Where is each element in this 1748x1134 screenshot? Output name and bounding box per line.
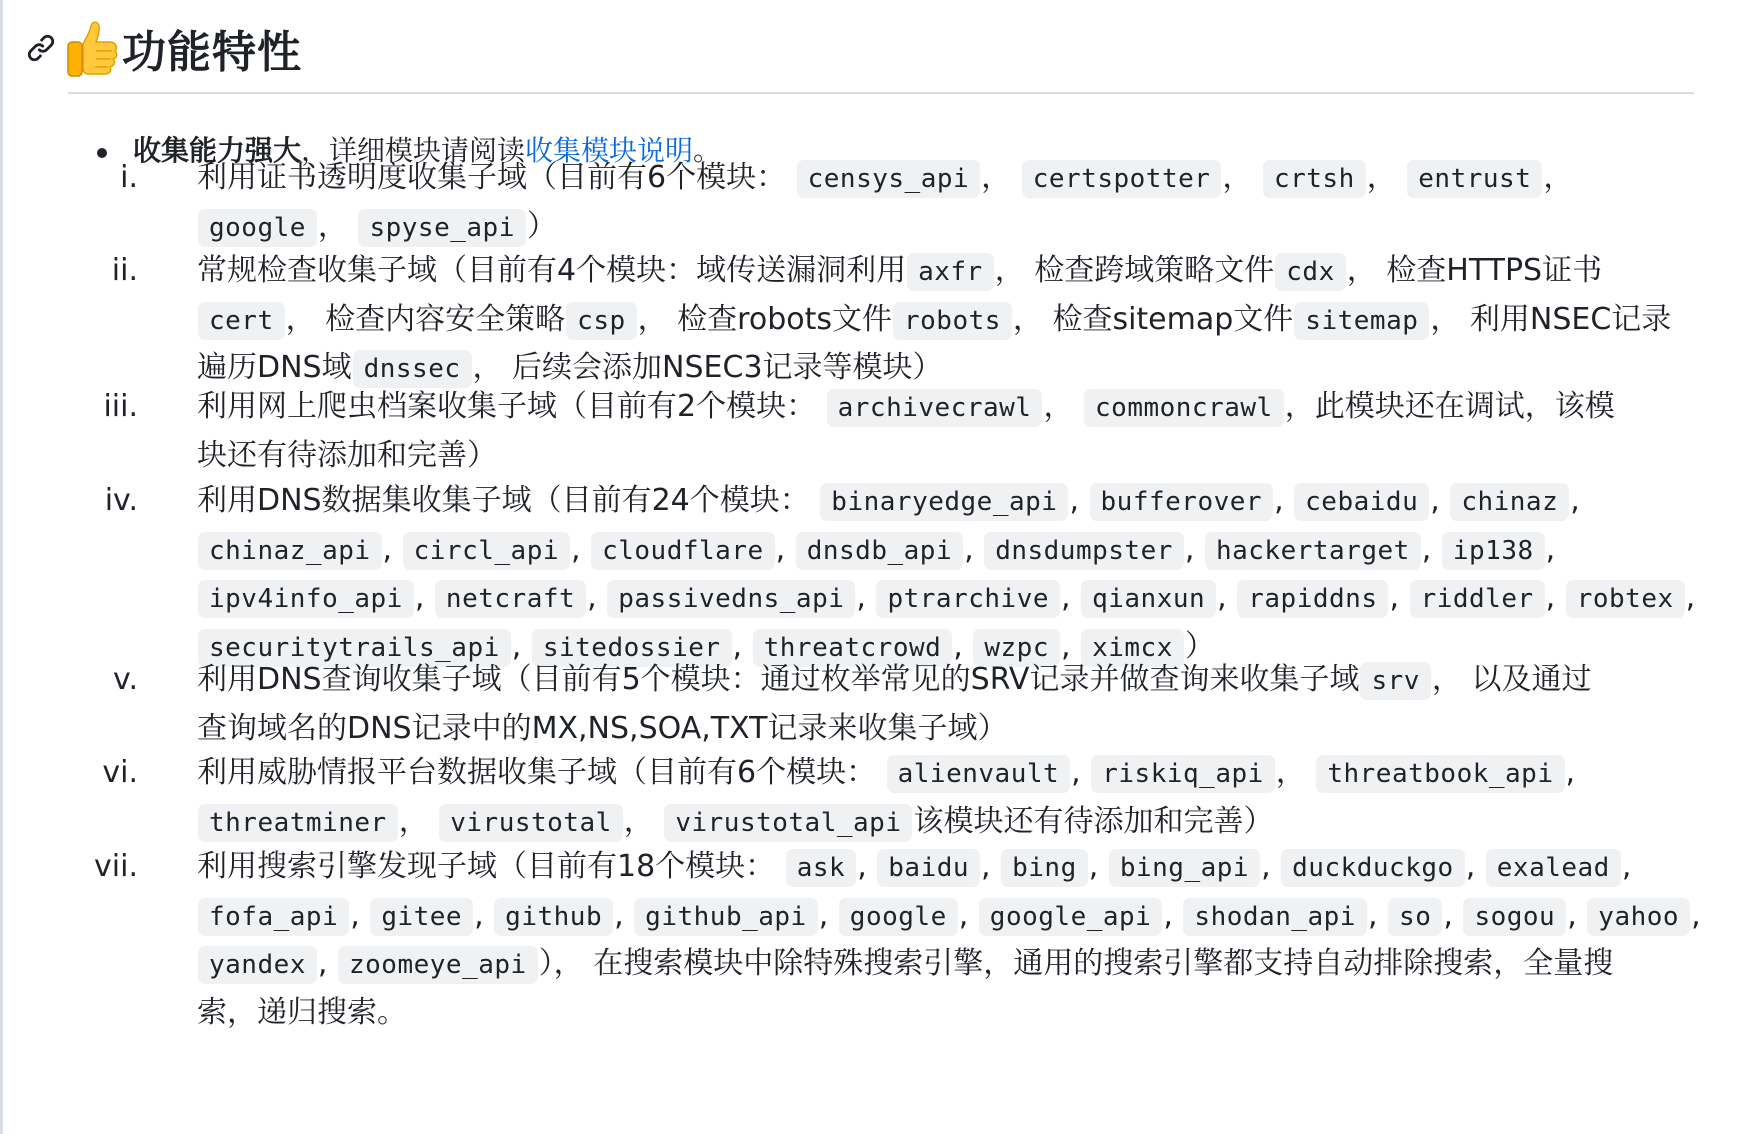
item-body xyxy=(197,843,1712,1037)
module-name-code: passivedns_api xyxy=(607,580,855,618)
item-line xyxy=(197,154,1712,203)
module-name-code: srv xyxy=(1360,662,1430,700)
item-line xyxy=(197,296,1712,345)
item-text: , xyxy=(1367,897,1388,933)
item-number: i. xyxy=(120,160,138,195)
item-line xyxy=(197,989,1712,1038)
module-name-code: cdx xyxy=(1275,253,1345,291)
item-text: ， xyxy=(398,803,439,839)
module-name-code: dnsdb_api xyxy=(796,532,963,570)
module-name-code: ximcx xyxy=(1081,629,1184,667)
item-text: , xyxy=(382,531,402,567)
item-text: 利用搜索引擎发现子域（目前有18个模块： xyxy=(197,849,785,884)
module-name-code: github_api xyxy=(634,898,818,936)
anchor-link-icon[interactable] xyxy=(26,33,56,63)
item-number: iv. xyxy=(104,483,138,518)
item-text: , xyxy=(1421,531,1441,567)
item-text: , xyxy=(818,897,838,933)
module-name-code: exalead xyxy=(1486,849,1621,887)
item-text: , xyxy=(856,580,876,615)
module-name-code: virustotal xyxy=(439,804,623,842)
module-name-code: sitemap xyxy=(1294,302,1429,340)
item-text: ， xyxy=(623,803,664,839)
module-name-code: sitedossier xyxy=(532,629,732,667)
item-body xyxy=(197,154,1712,251)
module-name-code: threatcrowd xyxy=(753,629,953,667)
module-name-code: archivecrawl xyxy=(827,389,1043,427)
module-name-code: so xyxy=(1388,898,1442,936)
item-line xyxy=(197,705,1712,754)
module-name-code: csp xyxy=(566,302,636,340)
item-text: 利用网上爬虫档案收集子域（目前有2个模块： xyxy=(197,389,826,424)
module-name-code: yandex xyxy=(198,946,317,984)
item-text: ）， 在搜索模块中除特殊搜索引擎，通用的搜索引擎都支持自动排除搜索，全量搜 xyxy=(538,946,1614,981)
item-body xyxy=(197,656,1712,753)
item-text: , xyxy=(317,946,337,981)
item-text: ， xyxy=(1543,160,1574,195)
item-line xyxy=(197,798,1712,847)
module-name-code: yahoo xyxy=(1587,898,1690,936)
item-text: , xyxy=(1069,483,1089,518)
module-name-code: axfr xyxy=(907,253,994,291)
module-name-code: fofa_api xyxy=(198,898,349,936)
module-name-code: duckduckgo xyxy=(1281,849,1465,887)
item-text: ， xyxy=(1043,389,1084,424)
module-name-code: circl_api xyxy=(403,532,570,570)
item-line xyxy=(197,247,1712,296)
module-name-code: crtsh xyxy=(1263,160,1366,198)
module-name-code: commoncrawl xyxy=(1084,389,1284,427)
item-text: , xyxy=(1163,897,1183,933)
item-text: ， xyxy=(1366,160,1407,195)
item-number: iii. xyxy=(103,389,138,424)
module-name-code: securitytrails_api xyxy=(198,629,511,667)
item-text: , xyxy=(614,897,634,933)
item-text: , xyxy=(350,897,370,933)
module-name-code: ip138 xyxy=(1442,532,1545,570)
module-name-code: ipv4info_api xyxy=(198,580,414,618)
item-text: , xyxy=(732,628,752,664)
item-text: 利用DNS查询收集子域（目前有5个模块：通过枚举常见的SRV记录并做查询来收集子域 xyxy=(197,662,1360,697)
module-name-code: zoomeye_api xyxy=(338,946,538,984)
item-text: 索，递归搜索。 xyxy=(197,994,407,1030)
module-name-code: cloudflare xyxy=(591,532,775,570)
item-line xyxy=(197,892,1712,941)
item-text: , xyxy=(1545,531,1556,567)
item-line xyxy=(197,477,1712,526)
item-text: , xyxy=(1621,849,1632,884)
item-text: ， xyxy=(317,208,358,244)
item-text: 遍历DNS域 xyxy=(197,350,352,385)
item-text: , xyxy=(953,628,973,664)
item-text: , xyxy=(958,897,978,933)
item-text: ， 后续会添加NSEC3记录等模块） xyxy=(472,350,943,385)
thumbs-up-emoji-icon xyxy=(62,18,120,78)
bullet-end: 。 xyxy=(693,134,722,167)
left-border xyxy=(0,0,3,1134)
item-text: ， 检查sitemap文件 xyxy=(1012,301,1294,337)
bullet-bold-text: 收集能力强大 xyxy=(133,134,302,167)
item-line xyxy=(197,843,1712,892)
module-name-code: gitee xyxy=(370,898,473,936)
module-name-code: google xyxy=(198,209,317,247)
item-text: , xyxy=(474,897,494,933)
item-text: ， 检查HTTPS证书 xyxy=(1346,253,1603,288)
module-name-code: ask xyxy=(786,849,856,887)
item-line xyxy=(197,432,1712,481)
item-text: , xyxy=(511,628,531,664)
item-text: , xyxy=(1685,580,1696,615)
module-name-code: cebaidu xyxy=(1294,483,1429,521)
item-line xyxy=(197,656,1712,705)
module-name-code: chinaz_api xyxy=(198,532,382,570)
heading-title: 功能特性 xyxy=(122,27,302,78)
item-text: , xyxy=(964,531,984,567)
bullet-dot xyxy=(97,148,107,158)
item-text: , xyxy=(414,580,434,615)
item-text: 利用DNS数据集收集子域（目前有24个模块： xyxy=(197,483,820,518)
item-body xyxy=(197,247,1712,393)
item-line xyxy=(197,383,1712,432)
item-text: ， 利用NSEC记录 xyxy=(1430,301,1672,337)
item-text: ， 检查robots文件 xyxy=(637,301,892,337)
item-body xyxy=(197,477,1712,671)
module-name-code: wzpc xyxy=(973,629,1060,667)
module-name-code: shodan_api xyxy=(1183,898,1367,936)
module-name-code: chinaz xyxy=(1450,483,1569,521)
item-body xyxy=(197,383,1712,480)
item-line xyxy=(197,574,1712,623)
module-name-code: censys_api xyxy=(797,160,981,198)
item-text: , xyxy=(1088,849,1108,884)
item-text: ， 以及通过 xyxy=(1431,662,1592,697)
module-name-code: threatbook_api xyxy=(1316,755,1564,793)
item-number: vii. xyxy=(94,849,138,884)
module-name-code: riddler xyxy=(1410,580,1545,618)
module-name-code: riskiq_api xyxy=(1091,755,1275,793)
item-text: ，此模块还在调试，该模 xyxy=(1284,389,1615,424)
item-body xyxy=(197,749,1712,846)
item-number: ii. xyxy=(111,253,138,288)
item-text: , xyxy=(775,531,795,567)
item-text: ） xyxy=(526,208,557,244)
module-name-code: virustotal_api xyxy=(664,804,912,842)
item-text: , xyxy=(1071,755,1091,790)
item-text: ， xyxy=(1275,755,1316,790)
item-text: , xyxy=(1570,483,1580,518)
item-text: 块还有待添加和完善） xyxy=(197,437,497,473)
module-name-code: threatminer xyxy=(198,804,398,842)
item-text: ， xyxy=(981,160,1021,195)
item-line xyxy=(197,749,1712,798)
item-text: , xyxy=(857,849,877,884)
item-line xyxy=(197,203,1712,252)
module-name-code: google_api xyxy=(979,898,1163,936)
item-text: , xyxy=(1465,849,1485,884)
module-name-code: dnssec xyxy=(353,350,472,388)
item-text: 利用威胁情报平台数据收集子域（目前有6个模块： xyxy=(197,755,886,790)
item-text: , xyxy=(1261,849,1281,884)
module-name-code: bing xyxy=(1001,849,1088,887)
item-text: , xyxy=(1567,897,1587,933)
item-text: , xyxy=(1545,580,1565,615)
module-docs-link[interactable]: 收集模块说明 xyxy=(525,134,694,167)
module-name-code: sogou xyxy=(1463,898,1566,936)
module-name-code: ptrarchive xyxy=(876,580,1060,618)
module-name-code: certspotter xyxy=(1022,160,1222,198)
module-name-code: netcraft xyxy=(435,580,586,618)
module-name-code: spyse_api xyxy=(358,209,525,247)
item-number: v. xyxy=(113,662,138,697)
item-line xyxy=(197,526,1712,575)
item-line xyxy=(197,940,1712,989)
item-text: , xyxy=(1565,755,1576,790)
module-name-code: dnsdumpster xyxy=(984,532,1184,570)
item-text: , xyxy=(1430,483,1450,518)
item-text: 利用证书透明度收集子域（目前有6个模块： xyxy=(197,160,796,195)
section-heading xyxy=(26,6,302,90)
module-name-code: rapiddns xyxy=(1237,580,1388,618)
module-name-code: qianxun xyxy=(1081,580,1216,618)
item-text: ） xyxy=(1184,628,1215,664)
module-name-code: bufferover xyxy=(1090,483,1274,521)
module-name-code: entrust xyxy=(1407,160,1542,198)
item-text: ， 检查内容安全策略 xyxy=(285,301,566,337)
bullet-sep: ，详细模块请阅读 xyxy=(301,134,526,167)
item-text: , xyxy=(1274,483,1294,518)
item-text: 该模块还有待添加和完善） xyxy=(913,803,1274,839)
module-name-code: cert xyxy=(198,302,285,340)
item-text: , xyxy=(1443,897,1463,933)
item-text: 常规检查收集子域（目前有4个模块：域传送漏洞利用 xyxy=(197,253,907,288)
item-text: , xyxy=(1184,531,1204,567)
module-name-code: binaryedge_api xyxy=(820,483,1068,521)
item-text: , xyxy=(1691,897,1701,933)
module-name-code: robtex xyxy=(1566,580,1685,618)
module-name-code: google xyxy=(839,898,958,936)
item-text: , xyxy=(1061,628,1081,664)
module-name-code: baidu xyxy=(877,849,980,887)
item-text: , xyxy=(1217,580,1237,615)
item-text: , xyxy=(587,580,607,615)
item-number: vi. xyxy=(102,755,138,790)
module-name-code: hackertarget xyxy=(1205,532,1421,570)
item-text: , xyxy=(981,849,1001,884)
module-name-code: robots xyxy=(893,302,1012,340)
module-name-code: alienvault xyxy=(887,755,1071,793)
item-text: , xyxy=(1389,580,1409,615)
item-text: ， xyxy=(1222,160,1262,195)
heading-divider xyxy=(68,92,1694,94)
module-name-code: github xyxy=(494,898,613,936)
item-text: ， 检查跨域策略文件 xyxy=(994,253,1275,288)
item-text: , xyxy=(571,531,591,567)
item-text: , xyxy=(1061,580,1081,615)
item-text: 查询域名的DNS记录中的MX,NS,SOA,TXT记录来收集子域） xyxy=(197,710,1008,746)
module-name-code: bing_api xyxy=(1109,849,1260,887)
